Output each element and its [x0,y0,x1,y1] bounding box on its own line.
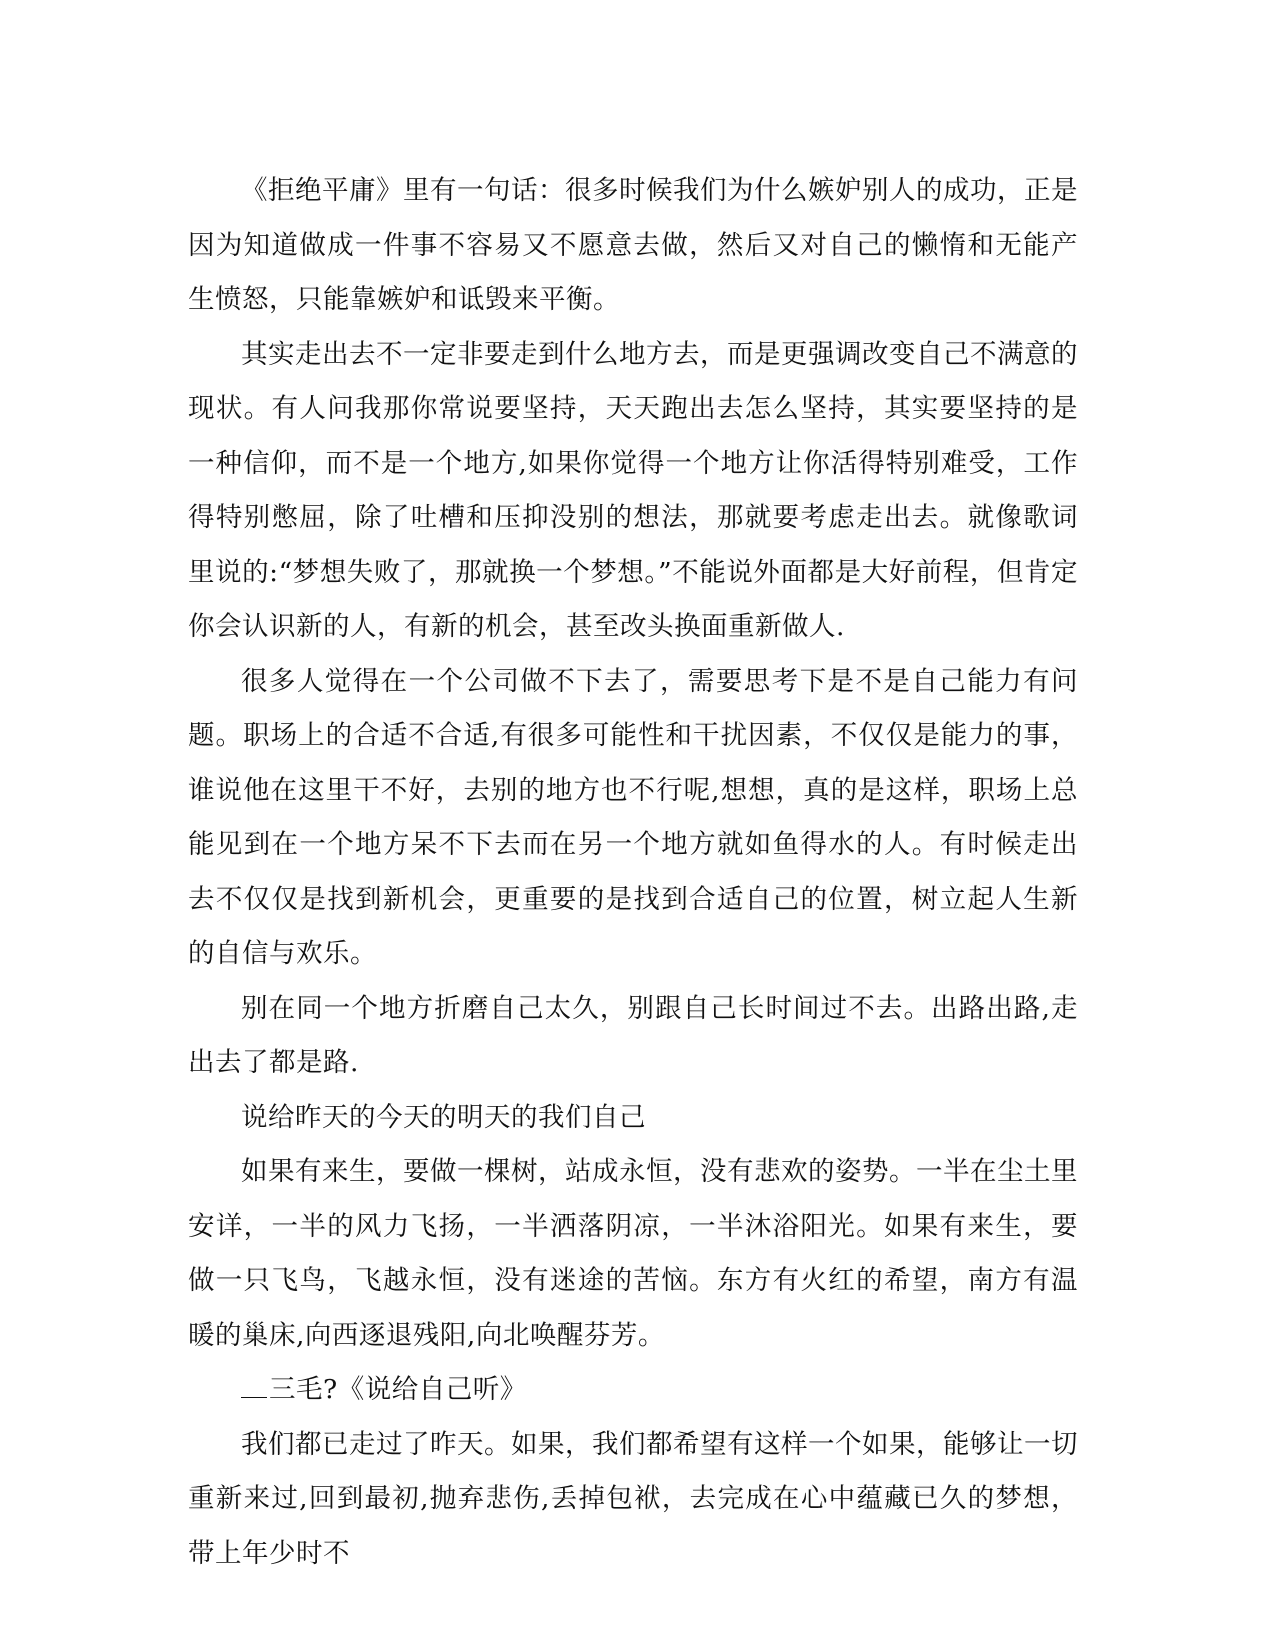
attribution-line [188,1363,1078,1418]
paragraph-3: 很多人觉得在一个公司做不下去了，需要思考下是不是自己能力有问题。职场上的合适不合适,有很多可能性和干扰因素，不仅仅是能力的事，谁说他在这里干不好，去别的地方也不行呢,想想，真的是这样，职场上总能见到在一个地方呆不下去而在另一个地方就如鱼得水的人。有时候走出去不仅仅是找到新机会，更重要的是找到合适自己的位置，树立起人生新的自信与欢乐。 [188,665,1078,969]
section-heading: 说给昨天的今天的明天的我们自己 [241,1101,646,1133]
paragraph-4: 别在同一个地方折磨自己太久，别跟自己长时间过不去。出路出路,走出去了都是路. [188,992,1078,1078]
paragraph-6: 我们都已走过了昨天。如果，我们都希望有这样一个如果，能够让一切重新来过,回到最初,抛弃悲伤,丢掉包袱，去完成在心中蕴藏已久的梦想，带上年少时不 [188,1428,1078,1569]
paragraph-1: 《拒绝平庸》里有一句话：很多时候我们为什么嫉妒别人的成功，正是因为知道做成一件事不容易又不愿意去做，然后又对自己的懒惰和无能产生愤怒，只能靠嫉妒和诋毁来平衡。 [188,175,1078,315]
attribution-underline [241,1377,267,1398]
paragraph-5: 如果有来生，要做一棵树，站成永恒，没有悲欢的姿势。一半在尘土里安详，一半的风力飞扬，一半洒落阴凉，一半沐浴阳光。如果有来生，要做一只飞鸟，飞越永恒，没有迷途的苦恼。东方有火红的希望，南方有温暖的巢床,向西逐退残阳,向北唤醒芬芳。 [188,1156,1078,1351]
document-body [188,164,1078,1581]
paragraph-2: 其实走出去不一定非要走到什么地方去，而是更强调改变自己不满意的现状。有人问我那你常说要坚持，天天跑出去怎么坚持，其实要坚持的是一种信仰，而不是一个地方,如果你觉得一个地方让你活得特别难受，工作得特别憋屈，除了吐槽和压抑没别的想法，那就要考虑走出去。就像歌词里说的:“梦想失败了，那就换一个梦想。”不能说外面都是大好前程，但肯定你会认识新的人，有新的机会，甚至改头换面重新做人. [188,338,1078,642]
attribution-text: 三毛?《说给自己听》 [269,1374,527,1405]
